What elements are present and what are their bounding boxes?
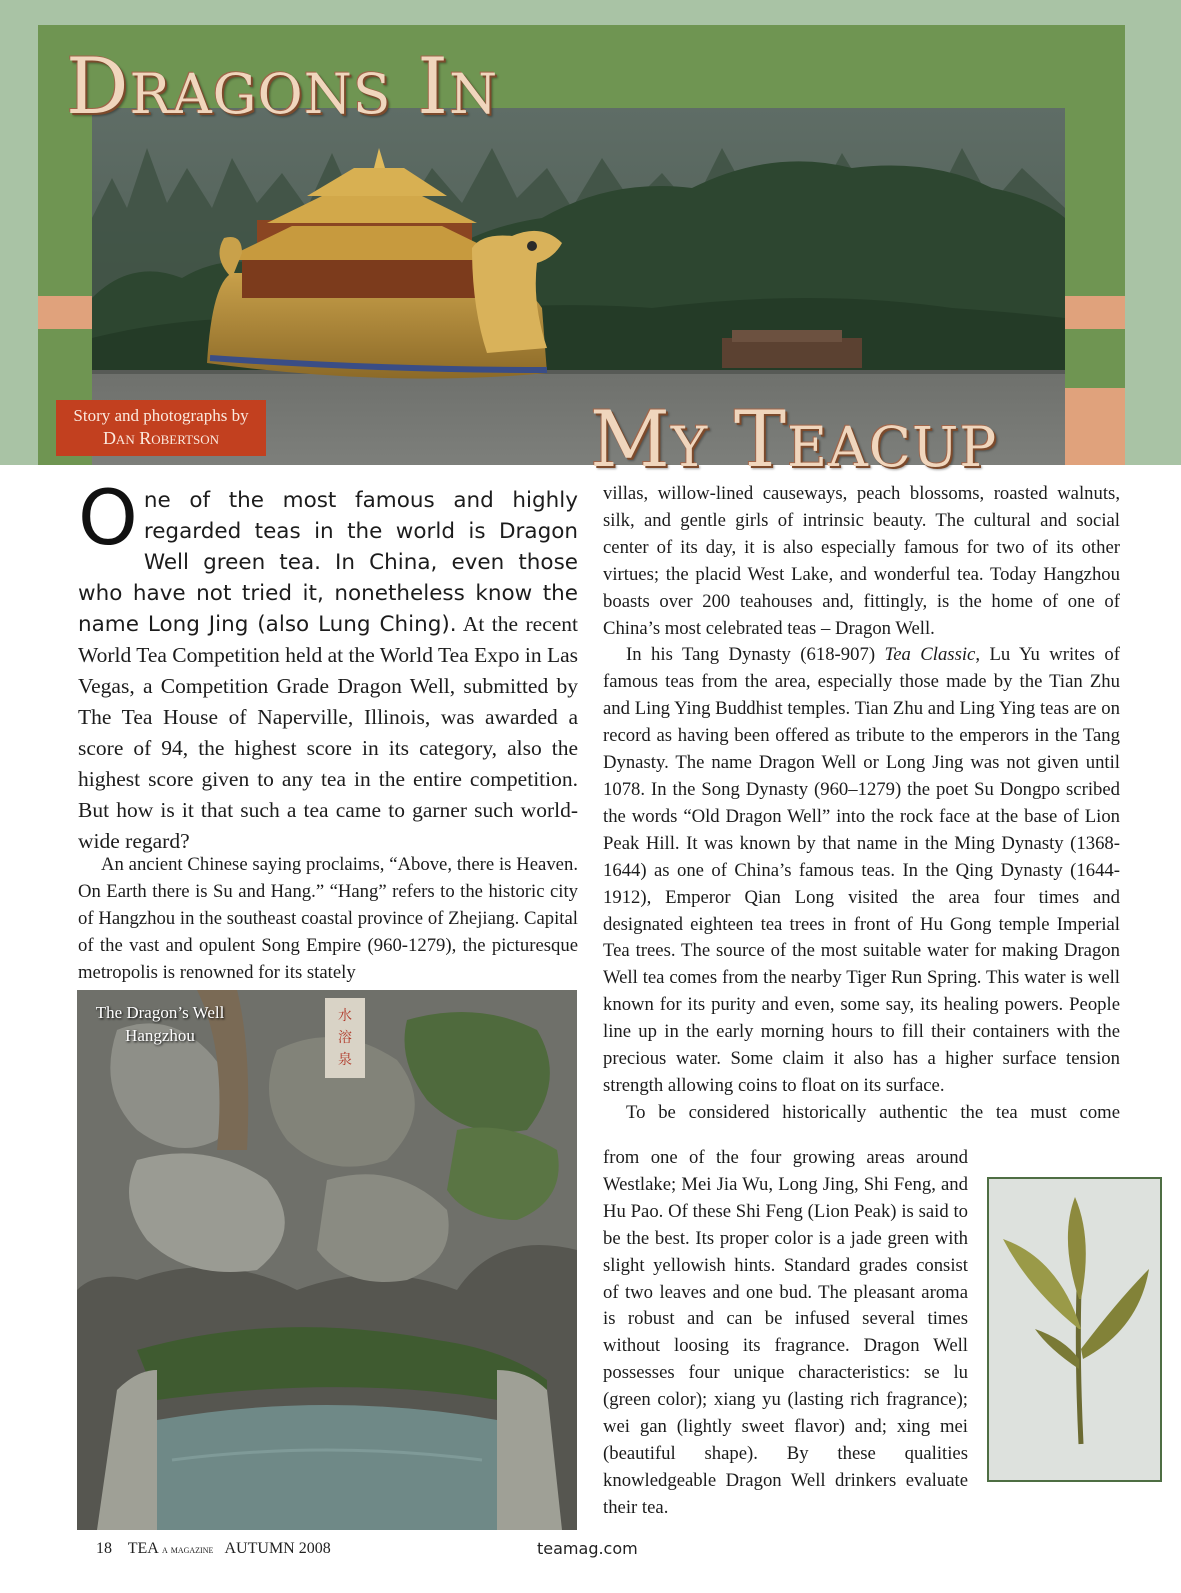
byline-box — [56, 400, 266, 456]
drop-cap: O — [78, 473, 138, 562]
tea-classic-text-before: In his Tang Dynasty (618-907) — [626, 644, 885, 666]
byline-intro: Story and photographs by — [73, 406, 249, 425]
article-column-2-wrap — [603, 1145, 968, 1522]
rock-sign-char-2: 溶 — [338, 1030, 352, 1046]
accent-stripe-right — [1065, 296, 1125, 329]
accent-block-right — [1065, 388, 1125, 465]
paragraph-su-and-hang: An ancient Chinese saying proclaims, “Above, there is Heaven. On Earth there is Su and Hang.” “Hang” refers to the historic city of Hangzhou in the southeast coastal province of Zhejiang. Capital of the vast and opulent Song Empire (960-1279), the picturesque metropolis is renowned for its stately — [78, 854, 578, 983]
well-caption-line-2: Hangzhou — [125, 1026, 195, 1045]
lead-text-sans: ne of the most famous and highly regarded teas in the world is Dragon Well green tea. In China, even those who have not tried it, nonetheless know the name Long Jing (also Lung Ching). — [78, 488, 578, 637]
well-photo-caption — [90, 1001, 230, 1047]
dragon-well-photo — [77, 990, 577, 1530]
tea-classic-book-title: Tea Classic — [884, 644, 976, 666]
magazine-name: TEA — [127, 1540, 158, 1557]
rock-sign-char-1: 水 — [338, 1008, 352, 1024]
tea-classic-text-after: , Lu Yu writes of famous teas from the area, especially those made by the Tian Zhu and Ling Ying Buddhist temples. Tian Zhu and Ling Ying teas are on record as having been offered as tribute to the emperors in the Tang Dynasty. The name Dragon Well or Long Jing was not given until 1078. In the Song Dynasty (960–1279) the poet Su Dongpo scribed the words “Old Dragon Well” into the rock face at the base of Lion Peak Hill. It was known by that name in the Ming Dynasty (1368-1644) as one of China’s famous teas. In the Qing Dynasty (1644-1912), Emperor Qian Long visited the area four times and designated eighteen tea trees in front of Hu Gong temple Imperial Tea trees. The source of the most suitable water for making Dragon Well tea comes from the nearby Tiger Run Spring. This water is well known for its purity and even, some say, its healing powers. People line up in the early morning hours to fill their containers with the precious water. Some claim it also has a higher surface tension strength allowing coins to float on its surface. — [603, 644, 1120, 1096]
rock-sign-char-3: 泉 — [338, 1052, 352, 1068]
footer-folio — [96, 1540, 331, 1558]
headline-line-1: Dragons In — [66, 42, 499, 132]
headline-line-2: My Teacup — [590, 395, 998, 485]
byline-author: Dan Robertson — [102, 428, 220, 448]
paragraph-growing-areas: from one of the four growing areas around Westlake; Mei Jia Wu, Long Jing, Shi Feng, and Hu Pao. Of these Shi Feng (Lion Peak) is said to be the best. Its proper color is a jade green with slight yellowish hints. Standard grades consist of two leaves and one bud. The pleasant aroma is robust and can be infused several times without loosing its fragrance. Dragon Well possesses four unique characteristics: se lu (green color); xiang yu (lasting rich fragrance); wei gan (lightly sweet flavor) and; xing mei (beautiful shape). By these qualities knowledgeable Dragon Well drinkers evaluate their tea. — [603, 1147, 968, 1518]
article-lead-paragraph — [78, 473, 579, 857]
paragraph-tea-classic — [603, 642, 1120, 1099]
article-column-2 — [603, 481, 1120, 1127]
well-caption-line-1: The Dragon’s Well — [95, 1003, 225, 1022]
lead-text-serif: At the recent World Tea Competition held at the World Tea Expo in Las Vegas, a Competition Grade Dragon Well, submitted by The Tea House of Naperville, Illinois, was awarded a score of 94, the highest score in its category, also the highest score given to any tea in the entire competition. But how is it that such a tea came to garner such world-wide regard? — [78, 612, 579, 853]
magazine-subtitle: a magazine — [161, 1542, 214, 1556]
article-column-1-paragraph-2 — [78, 852, 578, 987]
accent-stripe-left — [38, 296, 92, 329]
website-link[interactable]: teamag.com — [537, 1539, 638, 1558]
paragraph-hangzhou-villas: villas, willow-lined causeways, peach blossoms, roasted walnuts, silk, and gentle girls of intrinsic beauty. The cultural and social center of its day, it is also especially famous for two of its other virtues; the placid West Lake, and wonderful tea. Today Hangzhou boasts over 200 teahouses and, fittingly, is the home of one of China’s most celebrated teas – Dragon Well. — [603, 483, 1120, 639]
tea-leaf-photo — [987, 1177, 1162, 1482]
paragraph-authentic-start: To be considered historically authentic the tea must come — [626, 1101, 1120, 1123]
issue-date: AUTUMN 2008 — [224, 1540, 331, 1557]
page-number: 18 — [96, 1540, 112, 1557]
